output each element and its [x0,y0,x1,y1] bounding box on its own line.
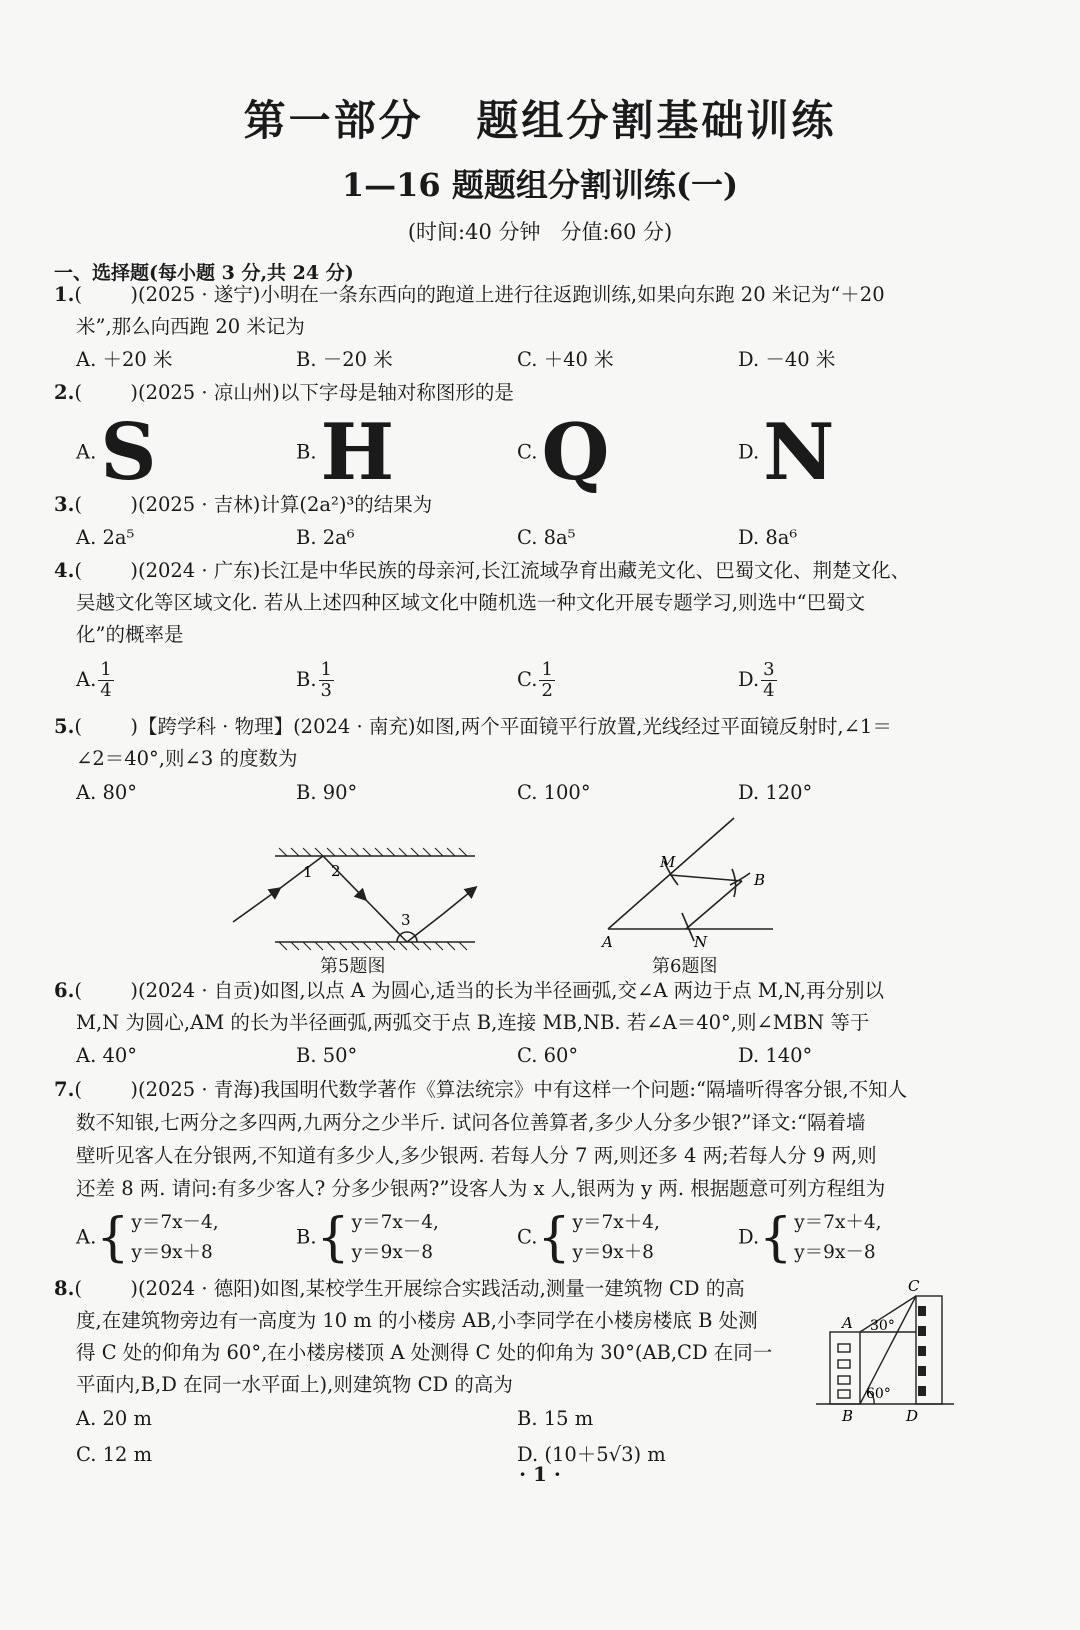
q5-option-c[interactable]: C. 100° [517,781,591,804]
q8-option-b[interactable]: B. 15 m [517,1407,594,1430]
angle-1-label: 1 [303,863,313,881]
question-7-line-3: 壁听见客人在分银两,不知道有多少人,多少银两. 若每人分 7 两,则还多 4 两;若每人分 9 两,则 [76,1144,877,1167]
q3-option-c[interactable]: C. 8a⁵ [517,526,576,549]
q5-option-d[interactable]: D. 120° [738,781,813,804]
figure-8-buildings [812,1276,962,1426]
page-number: · 1 · [519,1462,561,1486]
point-c-label: C [908,1277,920,1295]
equation-system: { y＝7x＋4, y＝9x＋8 [537,1208,660,1268]
angle-2-label: 2 [331,862,341,880]
question-6-line-1: 6.( )(2024 · 自贡)如图,以点 A 为圆心,适当的长为半径画弧,交∠A 两边于点 M,N,再分别以 [54,979,884,1002]
fraction: $\frac{1}{4}$ [100,659,112,701]
question-3-line-1: 3.( )(2025 · 吉林)计算(2a²)³的结果为 [54,493,433,516]
q8-option-a[interactable]: A. 20 m [76,1407,152,1430]
question-8-line-1: 8.( )(2024 · 德阳)如图,某校学生开展综合实践活动,测量一建筑物 CD 的高 [54,1277,745,1300]
q6-option-c[interactable]: C. 60° [517,1044,579,1067]
angle-30-label: 30° [870,1318,895,1334]
q4-option-a[interactable]: A. $\frac{1}{4}$ [76,659,112,701]
letter-n-glyph: N [763,407,835,498]
point-n-label: N [694,933,708,951]
figure-5-mirrors [225,840,495,955]
question-4-line-2: 吴越文化等区域文化. 若从上述四种区域文化中随机选一种文化开展专题学习,则选中“巴蜀文 [76,591,866,614]
question-5-line-2: ∠2＝40°,则∠3 的度数为 [76,747,298,770]
question-4-line-3: 化”的概率是 [76,623,184,646]
fraction: $\frac{1}{2}$ [541,659,553,701]
figure-5-caption: 第5题图 [320,956,386,977]
exercise-subtitle: 1—16 题题组分割训练(一) [341,166,739,204]
q7-option-d[interactable]: D. { y＝7x＋4, y＝9x－8 [738,1208,882,1268]
segment-mb [670,875,742,881]
q4-option-d[interactable]: D. $\frac{3}{4}$ [738,659,775,701]
point-b-label: B [754,871,766,889]
equation-system: { y＝7x－4, y＝9x＋8 [96,1208,219,1268]
point-m-label: M [660,853,676,871]
q4-option-b[interactable]: B. $\frac{1}{3}$ [296,659,332,701]
q1-option-b[interactable]: B. －20 米 [296,348,393,371]
figure-6-construction [598,815,778,955]
q6-option-a[interactable]: A. 40° [76,1044,138,1067]
point-a-label: A [602,933,613,951]
angle-3-label: 3 [401,911,411,929]
question-2-line-1: 2.( )(2025 · 凉山州)以下字母是轴对称图形的是 [54,381,514,404]
equation-system: { y＝7x－4, y＝9x－8 [316,1208,439,1268]
q8-option-d[interactable]: D. (10＋5√3) m [517,1443,666,1466]
segment-nb [686,881,742,929]
letter-s-glyph: S [100,407,157,498]
q2-option-c[interactable]: C.Q [517,407,610,498]
q8-option-c[interactable]: C. 12 m [76,1443,153,1466]
q3-option-a[interactable]: A. 2a⁵ [76,526,135,549]
q7-option-c[interactable]: C. { y＝7x＋4, y＝9x＋8 [517,1208,660,1268]
point-d-label: D [906,1407,919,1425]
figure-6-caption: 第6题图 [652,956,718,977]
question-7-line-1: 7.( )(2025 · 青海)我国明代数学著作《算法统宗》中有这样一个问题:“隔墙听得客分银,不知人 [54,1078,908,1101]
question-4-line-1: 4.( )(2024 · 广东)长江是中华民族的母亲河,长江流域孕育出藏羌文化、巴蜀文化、荆楚文化、 [54,559,911,582]
q1-option-d[interactable]: D. －40 米 [738,348,836,371]
q6-option-d[interactable]: D. 140° [738,1044,813,1067]
q6-option-b[interactable]: B. 50° [296,1044,358,1067]
question-7-line-4: 还差 8 两. 请问:有多少客人? 分多少银两?”设客人为 x 人,银两为 y 两. 根据题意可列方程组为 [76,1177,886,1200]
q3-option-b[interactable]: B. 2a⁶ [296,526,355,549]
q3-option-d[interactable]: D. 8a⁶ [738,526,798,549]
q2-option-a[interactable]: A.S [76,407,157,498]
point-a-label: A [842,1314,853,1332]
time-score-info: (时间:40 分钟 分值:60 分) [407,220,673,244]
section-title: 一、选择题(每小题 3 分,共 24 分) [54,262,354,284]
letter-h-glyph: H [320,407,395,498]
angle-60-label: 60° [866,1386,891,1402]
equation-system: { y＝7x＋4, y＝9x－8 [759,1208,882,1268]
part-title: 第一部分 题组分割基础训练 [243,96,837,145]
q7-option-b[interactable]: B. { y＝7x－4, y＝9x－8 [296,1208,439,1268]
point-b-label: B [842,1407,854,1425]
q7-option-a[interactable]: A. { y＝7x－4, y＝9x＋8 [76,1208,219,1268]
q1-option-a[interactable]: A. ＋20 米 [76,348,173,371]
question-1-line-1: 1.( )(2025 · 遂宁)小明在一条东西向的跑道上进行往返跑训练,如果向东跑 20 米记为“＋20 [54,283,885,306]
fraction: $\frac{3}{4}$ [763,659,775,701]
question-1-line-2: 米”,那么向西跑 20 米记为 [76,315,305,338]
q5-option-a[interactable]: A. 80° [76,781,138,804]
q1-option-c[interactable]: C. ＋40 米 [517,348,614,371]
letter-q-glyph: Q [541,407,610,498]
question-6-line-2: M,N 为圆心,AM 的长为半径画弧,两弧交于点 B,连接 MB,NB. 若∠A＝40°,则∠MBN 等于 [76,1011,870,1034]
q4-option-c[interactable]: C. $\frac{1}{2}$ [517,659,553,701]
question-8-line-3: 得 C 处的仰角为 60°,在小楼房楼顶 A 处测得 C 处的仰角为 30°(AB,CD 在同一 [76,1341,773,1364]
q2-option-b[interactable]: B.H [296,407,395,498]
question-8-line-2: 度,在建筑物旁边有一高度为 10 m 的小楼房 AB,小李同学在小楼房楼底 B 处测 [76,1309,758,1332]
question-5-line-1: 5.( )【跨学科 · 物理】(2024 · 南充)如图,两个平面镜平行放置,光线经过平面镜反射时,∠1＝ [54,715,892,738]
q2-option-d[interactable]: D.N [738,407,835,498]
q5-option-b[interactable]: B. 90° [296,781,358,804]
fraction: $\frac{1}{3}$ [320,659,332,701]
question-7-line-2: 数不知银,七两分之多四两,九两分之少半斤. 试问各位善算者,多少人分多少银?”译文:“隔着墙 [76,1111,866,1134]
question-8-line-4: 平面内,B,D 在同一水平面上),则建筑物 CD 的高为 [76,1373,513,1396]
